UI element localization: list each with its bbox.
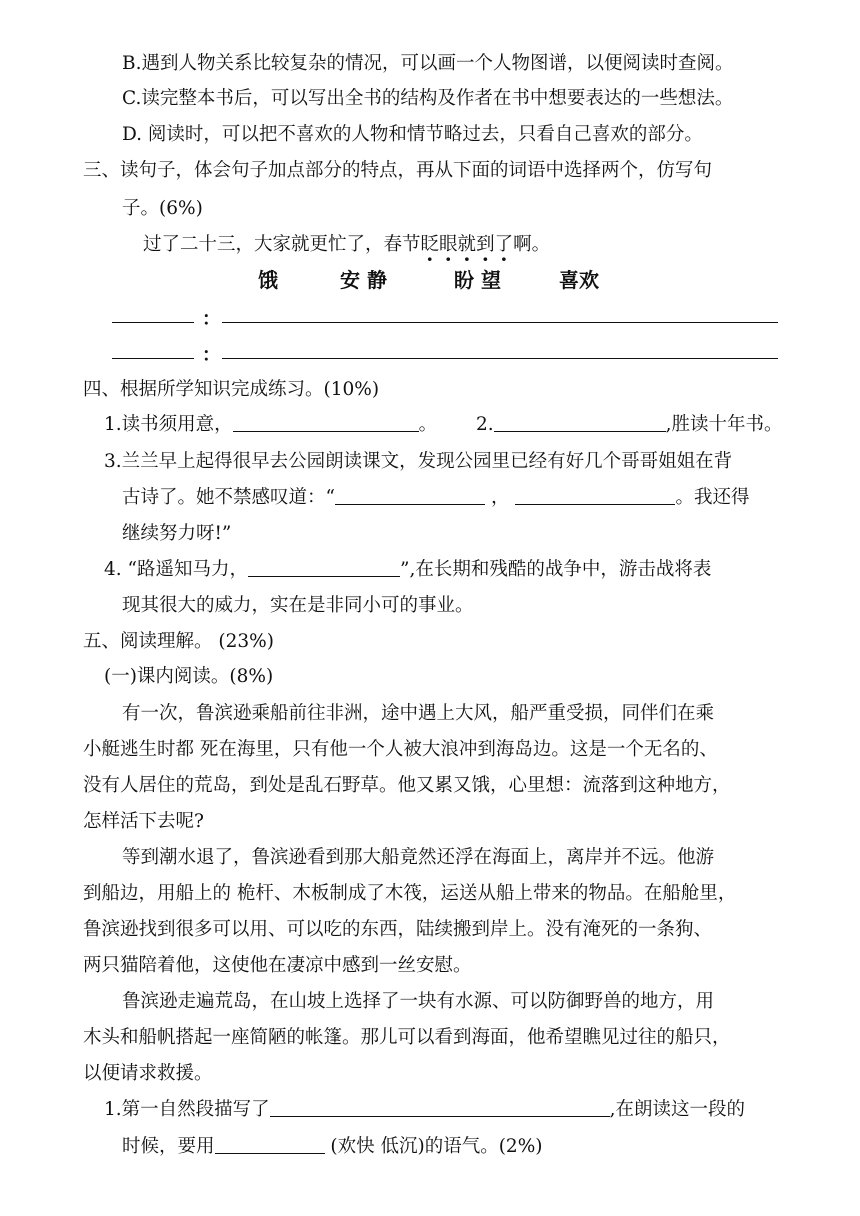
option-c: C.读完整本书后，可以写出全书的结构及作者在书中想要表达的一些想法。 <box>122 88 734 109</box>
passage-line: 有一次，鲁滨逊乘船前往非洲，途中遇上大风，船严重受损，同伴们在乘 <box>122 703 715 724</box>
passage-line: 鲁滨逊找到很多可以用、可以吃的东西，陆续搬到岸上。没有淹死的一条狗、 <box>83 919 713 940</box>
answer-blank[interactable] <box>248 558 400 577</box>
passage-line: 木头和船帆搭起一座简陋的帐篷。那儿可以看到海面，他希望瞧见过往的船只， <box>83 1027 731 1048</box>
section3-title-cont: 子。(6%) <box>122 198 203 219</box>
question-4-3-cont: 古诗了。她不禁感叹道：“ ， 。我还得 <box>122 487 750 508</box>
section3-title: 三、读句子，体会句子加点部分的特点，再从下面的词语中选择两个，仿写句 <box>83 160 713 181</box>
question-4-4-cont: 现其很大的威力，实在是非同小可的事业。 <box>122 595 474 616</box>
answer-blank[interactable] <box>335 486 485 505</box>
word-option: 安 静 <box>340 268 387 292</box>
passage-line: 等到潮水退了，鲁滨逊看到那大船竟然还浮在海面上，离岸并不远。他游 <box>122 847 715 868</box>
question-4-1: 1.读书须用意， 。 <box>104 414 438 435</box>
question-5-1-cont: 时候，要用 (欢快 低沉)的语气。(2%) <box>122 1136 543 1157</box>
question-4-3: 3.兰兰早上起得很早去公园朗读课文，发现公园里已经有好几个哥哥姐姐在背 <box>104 451 733 472</box>
answer-blank[interactable] <box>515 486 675 505</box>
colon: ： <box>202 345 221 366</box>
colon: ： <box>202 309 221 330</box>
question-4-4: 4. “路遥知马力， ”,在长期和残酷的战争中，游击战将表 <box>104 559 712 580</box>
passage-line: 鲁滨逊走遍荒岛，在山坡上选择了一块有水源、可以防御野兽的地方，用 <box>122 991 715 1012</box>
answer-blank[interactable] <box>494 413 666 432</box>
passage-line: 小艇逃生时都 死在海里，只有他一个人被大浪冲到海岛边。这是一个无名的、 <box>83 739 718 760</box>
answer-blank[interactable] <box>270 1098 610 1117</box>
passage-line: 怎样活下去呢? <box>83 811 204 832</box>
answer-blank-sentence[interactable] <box>222 322 778 323</box>
answer-blank-word[interactable] <box>112 358 194 359</box>
word-option: 喜欢 <box>559 268 599 292</box>
option-d: D. 阅读时，可以把不喜欢的人物和情节略过去，只看自己喜欢的部分。 <box>122 124 703 145</box>
passage-line: 以便请求救援。 <box>83 1063 213 1084</box>
section5-title: 五、阅读理解。 (23%) <box>83 631 274 652</box>
question-4-3-end: 继续努力呀!” <box>122 523 232 544</box>
answer-blank-sentence[interactable] <box>222 358 778 359</box>
question-4-2: 2. ,胜读十年书。 <box>476 414 783 435</box>
option-b: B.遇到人物关系比较复杂的情况，可以画一个人物图谱，以便阅读时查阅。 <box>122 53 734 74</box>
example-sentence: 过了二十三，大家就更忙了，春节眨眼就到了啊。 <box>143 234 551 255</box>
passage-line: 没有人居住的荒岛，到处是乱石野草。他又累又饿，心里想：流落到这种地方， <box>83 775 731 796</box>
answer-blank[interactable] <box>215 1135 325 1154</box>
section4-title: 四、根据所学知识完成练习。(10%) <box>83 379 380 400</box>
answer-blank-word[interactable] <box>112 322 194 323</box>
word-option: 饿 <box>258 268 278 292</box>
passage-line: 到船边，用船上的 桅杆、木板制成了木筏，运送从船上带来的物品。在船舱里， <box>83 883 737 904</box>
subsection-title: (一)课内阅读。(8%) <box>104 666 274 687</box>
question-5-1: 1.第一自然段描写了 ,在朗读这一段的 <box>104 1099 746 1120</box>
passage-line: 两只猫陪着他，这使他在凄凉中感到一丝安慰。 <box>83 955 472 976</box>
answer-blank[interactable] <box>233 413 419 432</box>
word-option: 盼 望 <box>454 268 501 292</box>
